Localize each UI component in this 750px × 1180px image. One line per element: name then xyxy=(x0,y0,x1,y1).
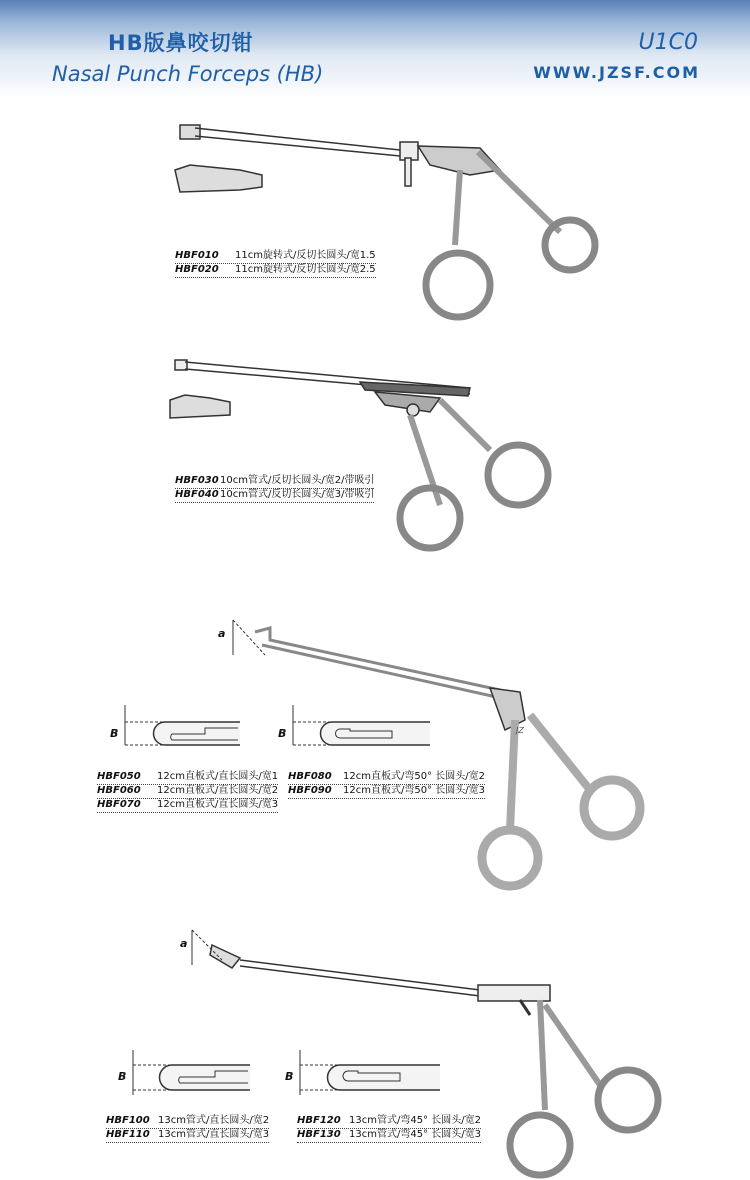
product-table-2 xyxy=(175,475,374,503)
table-row xyxy=(175,250,376,264)
width-label: B xyxy=(285,1070,294,1083)
product-code: HBF070 xyxy=(97,799,141,810)
product-description: 13cm管式/直长圆头/宽3 xyxy=(158,1129,270,1140)
product-code: HBF020 xyxy=(175,264,219,275)
width-label: B xyxy=(110,727,119,740)
forceps-1-drawing xyxy=(175,125,595,317)
product-code: HBF060 xyxy=(97,785,141,796)
width-label: B xyxy=(118,1070,127,1083)
product-description: 11cm旋转式/反切长圆头/宽1.5 xyxy=(235,250,376,261)
title-chinese: HB版鼻咬切钳 xyxy=(108,31,254,55)
product-table-4 xyxy=(288,771,485,799)
product-code: HBF030 xyxy=(175,475,219,486)
product-code: HBF090 xyxy=(288,785,332,796)
table-row xyxy=(175,475,374,489)
product-description: 12cm直板式/弯50° 长圆头/宽3 xyxy=(343,785,485,796)
product-description: 13cm管式/弯45° 长圆头/宽3 xyxy=(349,1129,481,1140)
product-code: HBF130 xyxy=(297,1129,341,1140)
product-table-1 xyxy=(175,250,376,278)
product-description: 12cm直板式/弯50° 长圆头/宽2 xyxy=(343,771,485,782)
product-description: 13cm管式/直长圆头/宽2 xyxy=(158,1115,270,1126)
product-description: 10cm管式/反切长圆头/宽2/带吸引 xyxy=(220,475,375,486)
table-row xyxy=(106,1129,269,1143)
product-code: HBF080 xyxy=(288,771,332,782)
table-row xyxy=(97,799,278,813)
product-code: HBF110 xyxy=(106,1129,150,1140)
product-code: HBF050 xyxy=(97,771,141,782)
forceps-3-drawing xyxy=(125,620,640,886)
product-table-3 xyxy=(97,771,278,813)
product-description: 11cm旋转式/反切长圆头/宽2.5 xyxy=(235,264,376,275)
product-code: HBF100 xyxy=(106,1115,150,1126)
product-table-6 xyxy=(297,1115,481,1143)
product-description: 12cm直板式/直长圆头/宽1 xyxy=(157,771,279,782)
product-code: HBF120 xyxy=(297,1115,341,1126)
table-row xyxy=(106,1115,269,1129)
table-row xyxy=(297,1115,481,1129)
catalog-code: U1C0 xyxy=(638,30,698,55)
table-row xyxy=(175,489,374,503)
table-row xyxy=(288,785,485,799)
table-row xyxy=(97,785,278,799)
title-english: Nasal Punch Forceps (HB) xyxy=(52,62,324,86)
product-description: 10cm管式/反切长圆头/宽3/带吸引 xyxy=(220,489,375,500)
table-row xyxy=(97,771,278,785)
product-code: HBF010 xyxy=(175,250,219,261)
table-row xyxy=(175,264,376,278)
website-link[interactable]: WWW.JZSF.COM xyxy=(533,63,700,82)
product-code: HBF040 xyxy=(175,489,219,500)
width-label: B xyxy=(278,727,287,740)
product-description: 13cm管式/弯45° 长圆头/宽2 xyxy=(349,1115,481,1126)
product-description: 12cm直板式/直长圆头/宽2 xyxy=(157,785,279,796)
angle-label: a xyxy=(218,627,226,640)
forceps-2-drawing xyxy=(170,360,548,548)
instrument-marking: JZ xyxy=(516,726,524,735)
angle-label: a xyxy=(180,937,188,950)
table-row xyxy=(288,771,485,785)
product-description: 12cm直板式/直长圆头/宽3 xyxy=(157,799,279,810)
product-table-5 xyxy=(106,1115,269,1143)
table-row xyxy=(297,1129,481,1143)
